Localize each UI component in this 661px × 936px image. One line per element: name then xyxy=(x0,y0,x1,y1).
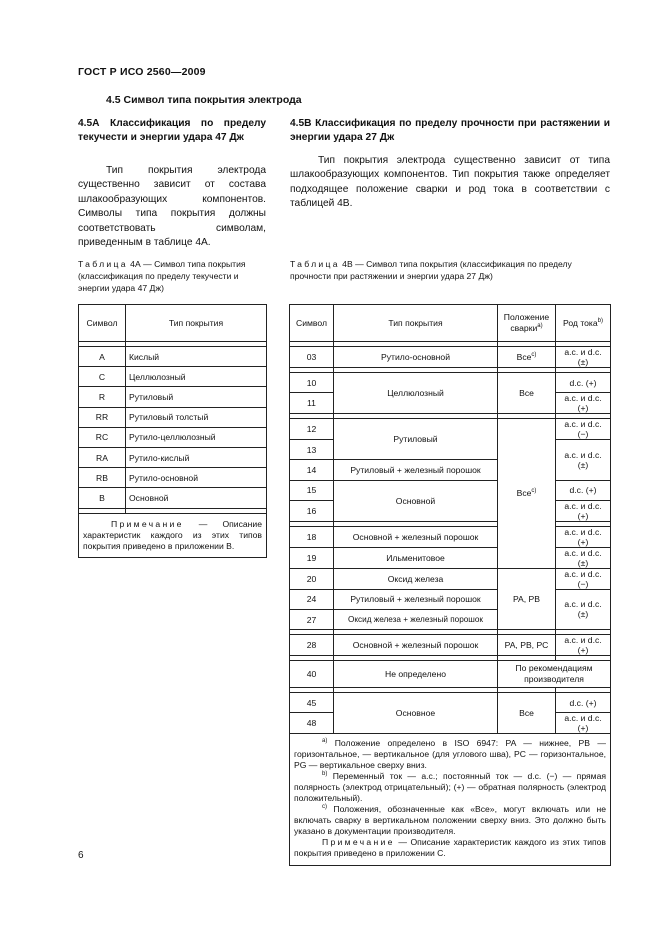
cell-symbol: R xyxy=(79,387,126,407)
cell-symbol: 27 xyxy=(290,609,334,629)
cell-type: Основной xyxy=(334,480,498,521)
cell-symbol: 10 xyxy=(290,373,334,393)
table-row xyxy=(79,427,267,447)
section-title: 4.5 Символ типа покрытия электрода xyxy=(106,94,302,106)
cell-type: Оксид железа + железный порошок xyxy=(334,609,498,629)
table-row xyxy=(290,347,611,368)
cell-current: a.c. и d.c. (+) xyxy=(556,635,611,656)
table-4b-header-position xyxy=(498,305,556,342)
cell-symbol: 12 xyxy=(290,419,334,440)
cell-type: Рутило-кислый xyxy=(126,447,267,467)
footnote-c-label: c) xyxy=(322,804,327,811)
cell-type: Не определено xyxy=(334,661,498,688)
footnote-c-marker: c) xyxy=(531,352,537,359)
table-4b-footnotes xyxy=(290,734,611,866)
table-row xyxy=(290,373,611,393)
right-paragraph xyxy=(290,154,610,212)
cell-symbol: 24 xyxy=(290,589,334,609)
table-4a-body xyxy=(79,347,267,509)
table-row xyxy=(79,407,267,427)
cell-current: a.c. и d.c. (±) xyxy=(556,547,611,568)
footnote-a xyxy=(294,738,606,771)
cell-current: a.c. и d.c. (+) xyxy=(556,713,611,734)
cell-current: a.c. и d.c. (±) xyxy=(556,589,611,629)
table-row xyxy=(290,693,611,713)
cell-symbol: RC xyxy=(79,427,126,447)
cell-current: a.c. и d.c. (+) xyxy=(556,500,611,521)
cell-current: a.c. и d.c. (+) xyxy=(556,393,611,414)
cell-type: Кислый xyxy=(126,347,267,367)
cell-symbol: C xyxy=(79,367,126,387)
cell-type: Рутиловый xyxy=(334,419,498,460)
cell-type: Целлюлозный xyxy=(126,367,267,387)
page-number: 6 xyxy=(78,850,84,861)
table-4a-caption xyxy=(78,258,268,294)
cell-type: Основной + железный порошок xyxy=(334,526,498,547)
table-row xyxy=(79,347,267,367)
footnote-a-label: a) xyxy=(322,738,328,745)
footnote-b-label: b) xyxy=(322,771,328,778)
footnote-b-text: Переменный ток — a.c.; постоянный ток — d.c. (−) — прямая полярность (электрод отрицательный); (+) — обратная полярность (электрод положительный). xyxy=(294,771,606,804)
table-4a-caption-text: 4А — Символ типа покрытия (классификация по пределу текучести и энергии удара 47 Дж) xyxy=(78,259,246,293)
table-row xyxy=(290,526,611,547)
cell-type: Рутиловый толстый xyxy=(126,407,267,427)
table-row xyxy=(290,419,611,440)
cell-type: Рутиловый + железный порошок xyxy=(334,460,498,480)
table-4a-note xyxy=(79,513,267,557)
footnote-a-text: Положение определено в ISO 6947: PA — нижнее, PB — горизонтальное, — вертикальное (для углового шва), PC — горизонтальное, PG — вертикальное сверху вниз. xyxy=(294,738,606,771)
cell-symbol: 48 xyxy=(290,713,334,734)
cell-type: Целлюлозный xyxy=(334,373,498,414)
table-4b-caption xyxy=(290,258,610,282)
cell-position: Все xyxy=(498,373,556,414)
table-row xyxy=(290,547,611,568)
cell-position xyxy=(498,419,556,569)
cell-current: a.c. и d.c. (±) xyxy=(556,347,611,368)
cell-current: a.c. и d.c. (±) xyxy=(556,440,611,480)
table-row xyxy=(79,387,267,407)
cell-symbol: 13 xyxy=(290,440,334,460)
cell-symbol: 15 xyxy=(290,480,334,500)
cell-type: Основной + железный порошок xyxy=(334,635,498,656)
table-4a-header-symbol: Символ xyxy=(79,305,126,342)
cell-symbol: RB xyxy=(79,468,126,488)
footnote-c xyxy=(294,804,606,837)
cell-symbol: B xyxy=(79,488,126,508)
table-4b-note-label: Примечание xyxy=(322,837,395,848)
cell-position: PA, PB, PC xyxy=(498,635,556,656)
table-row xyxy=(290,568,611,589)
table-4a-header-type: Тип покрытия xyxy=(126,305,267,342)
cell-symbol: 45 xyxy=(290,693,334,713)
cell-symbol: 03 xyxy=(290,347,334,368)
cell-symbol: RR xyxy=(79,407,126,427)
right-heading: 4.5В Классификация по пределу прочности при растяжении и энергии удара 27 Дж xyxy=(290,118,610,143)
footnote-c-marker: c) xyxy=(531,488,537,495)
table-4b-caption-text: 4В — Символ типа покрытия (классификация по пределу прочности при растяжении и энергии удара 27 Дж) xyxy=(290,259,572,281)
table-4b xyxy=(289,304,611,866)
table-4b-note xyxy=(294,837,606,859)
cell-current: d.c. (+) xyxy=(556,480,611,500)
table-4a xyxy=(78,304,267,558)
cell-type: Рутиловый + железный порошок xyxy=(334,589,498,609)
cell-type: Рутило-целлюлозный xyxy=(126,427,267,447)
cell-current: a.c. и d.c. (−) xyxy=(556,568,611,589)
table-row xyxy=(290,635,611,656)
cell-symbol: RA xyxy=(79,447,126,467)
cell-symbol: 11 xyxy=(290,393,334,414)
table-row xyxy=(290,661,611,688)
cell-type: Рутило-основной xyxy=(126,468,267,488)
cell-type: Рутиловый xyxy=(126,387,267,407)
cell-symbol: 28 xyxy=(290,635,334,656)
table-row xyxy=(290,589,611,609)
cell-current: a.c. и d.c. (+) xyxy=(556,526,611,547)
cell-type: Основной xyxy=(126,488,267,508)
table-4b-header-symbol: Символ xyxy=(290,305,334,342)
cell-current: d.c. (+) xyxy=(556,693,611,713)
document-header: ГОСТ Р ИСО 2560—2009 xyxy=(78,66,206,78)
cell-symbol: 18 xyxy=(290,526,334,547)
table-4a-note-label: Примечание xyxy=(111,518,184,529)
footnote-a-marker: a) xyxy=(537,323,543,330)
table-row xyxy=(290,480,611,500)
footnote-c-text: Положения, обозначенные как «Все», могут включать или не включать сварку в вертикальном положении сверху вниз. Это должно быть указано в документации производителя. xyxy=(294,804,606,837)
cell-symbol: 14 xyxy=(290,460,334,480)
table-4b-caption-label: Таблица xyxy=(290,259,340,269)
table-4b-header-position-text: Положение сварки xyxy=(503,312,550,333)
cell-position-text: Все xyxy=(516,488,532,499)
left-paragraph xyxy=(78,164,266,250)
table-4b-header-current-text: Род тока xyxy=(562,317,598,328)
cell-symbol: 40 xyxy=(290,661,334,688)
cell-position-current: По рекомендациям производителя xyxy=(498,661,611,688)
table-4b-note-text: — Описание характеристик каждого из этих типов покрытия приведено в приложении С. xyxy=(294,837,606,859)
table-4a-caption-label: Таблица xyxy=(78,259,128,269)
table-row xyxy=(79,468,267,488)
cell-type: Оксид железа xyxy=(334,568,498,589)
left-paragraph-text: Тип покрытия электрода существенно зависит от состава шлакообразующих компонентов. Символы типа покрытия должны соответствовать символам, приведенным в таблице 4А. xyxy=(78,165,266,249)
footnote-b xyxy=(294,771,606,804)
left-heading: 4.5А Классификация по пределу текучести и энергии удара 47 Дж xyxy=(78,118,266,143)
cell-symbol: 20 xyxy=(290,568,334,589)
cell-position xyxy=(498,347,556,368)
cell-position: PA, PB xyxy=(498,568,556,629)
cell-position: Все xyxy=(498,693,556,734)
cell-type: Рутило-основной xyxy=(334,347,498,368)
cell-current: d.c. (+) xyxy=(556,373,611,393)
table-row xyxy=(79,447,267,467)
cell-type: Основное xyxy=(334,693,498,734)
cell-symbol: 19 xyxy=(290,547,334,568)
table-row xyxy=(79,488,267,508)
cell-symbol: A xyxy=(79,347,126,367)
cell-current: a.c. и d.c. (−) xyxy=(556,419,611,440)
cell-position-text: Все xyxy=(516,352,532,362)
footnote-b-marker: b) xyxy=(597,317,604,324)
table-4b-header-current xyxy=(556,305,611,342)
table-row xyxy=(79,367,267,387)
cell-type: Ильменитовое xyxy=(334,547,498,568)
table-4a-note-text: — Описание характеристик каждого из этих типов покрытия приведено в приложении В. xyxy=(83,518,262,551)
table-4b-header-type: Тип покрытия xyxy=(334,305,498,342)
right-paragraph-text: Тип покрытия электрода существенно зависит от типа шлакообразующих компонентов. Тип покрытия также определяет подходящее положение сварки и род тока в соответствии с таблицей 4В. xyxy=(290,155,610,210)
cell-symbol: 16 xyxy=(290,500,334,521)
